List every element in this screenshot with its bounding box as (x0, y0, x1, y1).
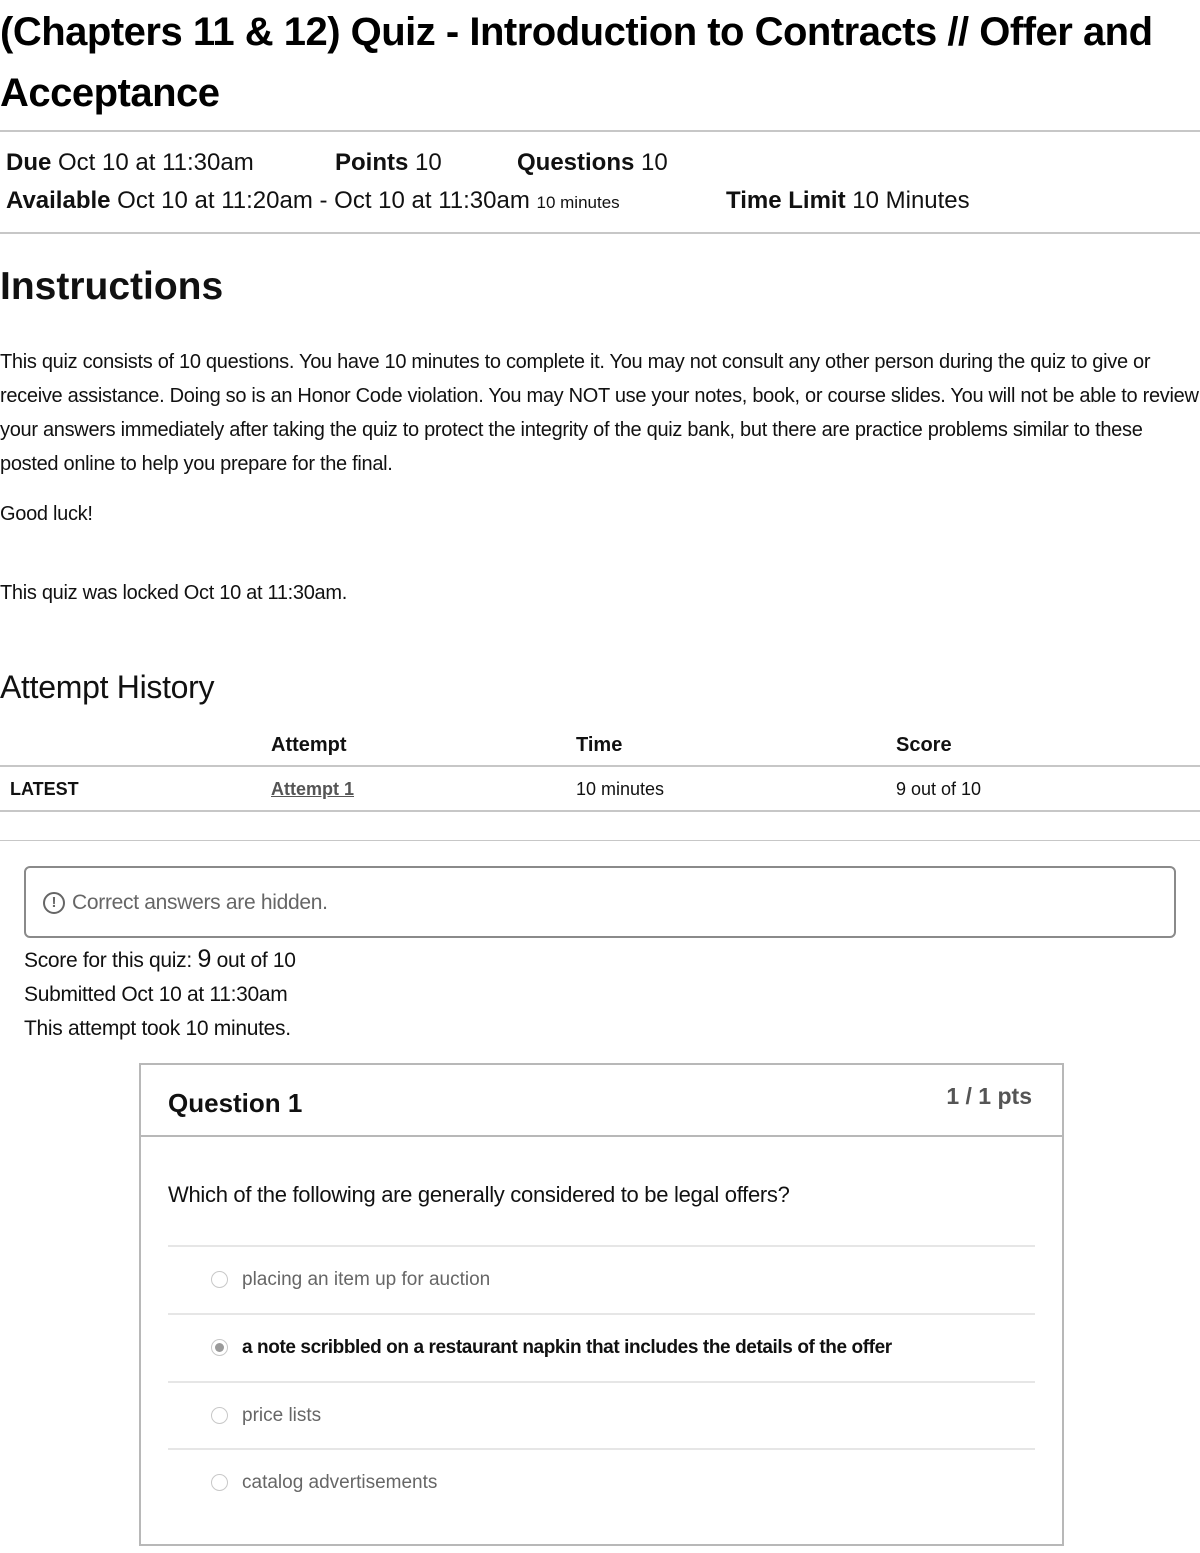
available-duration: 10 minutes (536, 193, 620, 212)
answer-option[interactable] (168, 1247, 1035, 1313)
time-limit-label: Time Limit (726, 187, 846, 214)
attempt-score: 9 out of 10 (896, 779, 982, 799)
submitted-line: Submitted Oct 10 at 11:30am (24, 983, 288, 1006)
info-icon: ! (43, 892, 65, 914)
page-title: (Chapters 11 & 12) Quiz - Introduction to Contracts // Offer and Acceptance (0, 10, 1153, 115)
divider (0, 130, 1200, 132)
score-line (24, 942, 296, 978)
questions-label: Questions (517, 149, 635, 176)
score-suffix: out of 10 (216, 949, 296, 972)
table-header-divider (0, 765, 1200, 767)
points-value: 10 (415, 149, 442, 176)
score-prefix: Score for this quiz: (24, 949, 192, 972)
good-luck-text: Good luck! (0, 503, 93, 525)
question-card (139, 1063, 1064, 1546)
time-limit-value: 10 Minutes (852, 187, 970, 214)
question-points: 1 / 1 pts (946, 1083, 1032, 1109)
answer-label: catalog advertisements (242, 1472, 438, 1493)
table-row-divider (0, 810, 1200, 812)
instructions-heading: Instructions (0, 265, 224, 308)
answer-label: a note scribbled on a restaurant napkin that includes the details of the offer (242, 1337, 892, 1358)
answer-label: placing an item up for auction (242, 1269, 491, 1290)
answer-option[interactable] (168, 1383, 1035, 1449)
question-header (141, 1065, 1062, 1137)
divider (0, 232, 1200, 234)
due-value: Oct 10 at 11:30am (58, 149, 254, 176)
attempt-1-link[interactable]: Attempt 1 (271, 779, 355, 799)
available-label: Available (6, 187, 111, 214)
duration-line: This attempt took 10 minutes. (24, 1017, 291, 1040)
radio-button[interactable] (211, 1407, 228, 1424)
section-divider (0, 840, 1200, 841)
points-info (335, 148, 442, 178)
available-value: Oct 10 at 11:20am - Oct 10 at 11:30am (117, 187, 530, 214)
radio-button-selected[interactable] (211, 1339, 228, 1356)
column-header-attempt: Attempt (271, 734, 347, 756)
attempt-history-heading: Attempt History (0, 669, 215, 705)
question-text: Which of the following are generally considered to be legal offers? (168, 1182, 790, 1207)
score-summary (24, 942, 296, 1046)
time-limit-info (726, 186, 970, 216)
attempt-link-cell (271, 776, 354, 802)
alert-text: Correct answers are hidden. (72, 891, 328, 914)
due-label: Due (6, 149, 52, 176)
correct-answers-hidden-alert (24, 866, 1176, 938)
score-value: 9 (197, 945, 212, 973)
latest-badge: LATEST (10, 779, 79, 799)
answer-label: price lists (242, 1405, 322, 1426)
column-header-time: Time (576, 734, 623, 756)
questions-value: 10 (641, 149, 668, 176)
questions-info (517, 148, 668, 178)
available-info (6, 186, 620, 218)
points-label: Points (335, 149, 409, 176)
due-info (6, 148, 254, 178)
radio-button[interactable] (211, 1474, 228, 1491)
locked-note: This quiz was locked Oct 10 at 11:30am. (0, 582, 347, 604)
column-header-score: Score (896, 734, 952, 756)
attempt-time: 10 minutes (576, 779, 665, 799)
radio-button[interactable] (211, 1271, 228, 1288)
answer-option[interactable] (168, 1450, 1035, 1516)
answer-option[interactable] (168, 1315, 1035, 1381)
question-title: Question 1 (168, 1088, 303, 1118)
instructions-body: This quiz consists of 10 questions. You have 10 minutes to complete it. You may not consult any other person during the quiz to give or receive assistance. Doing so is an Honor Code violation. You may NOT use your notes, book, or course slides. You will not be able to review your answers immediately after taking the quiz to protect the integrity of the quiz bank, but there are practice problems similar to these posted online to help you prepare for the final. (0, 351, 1199, 475)
